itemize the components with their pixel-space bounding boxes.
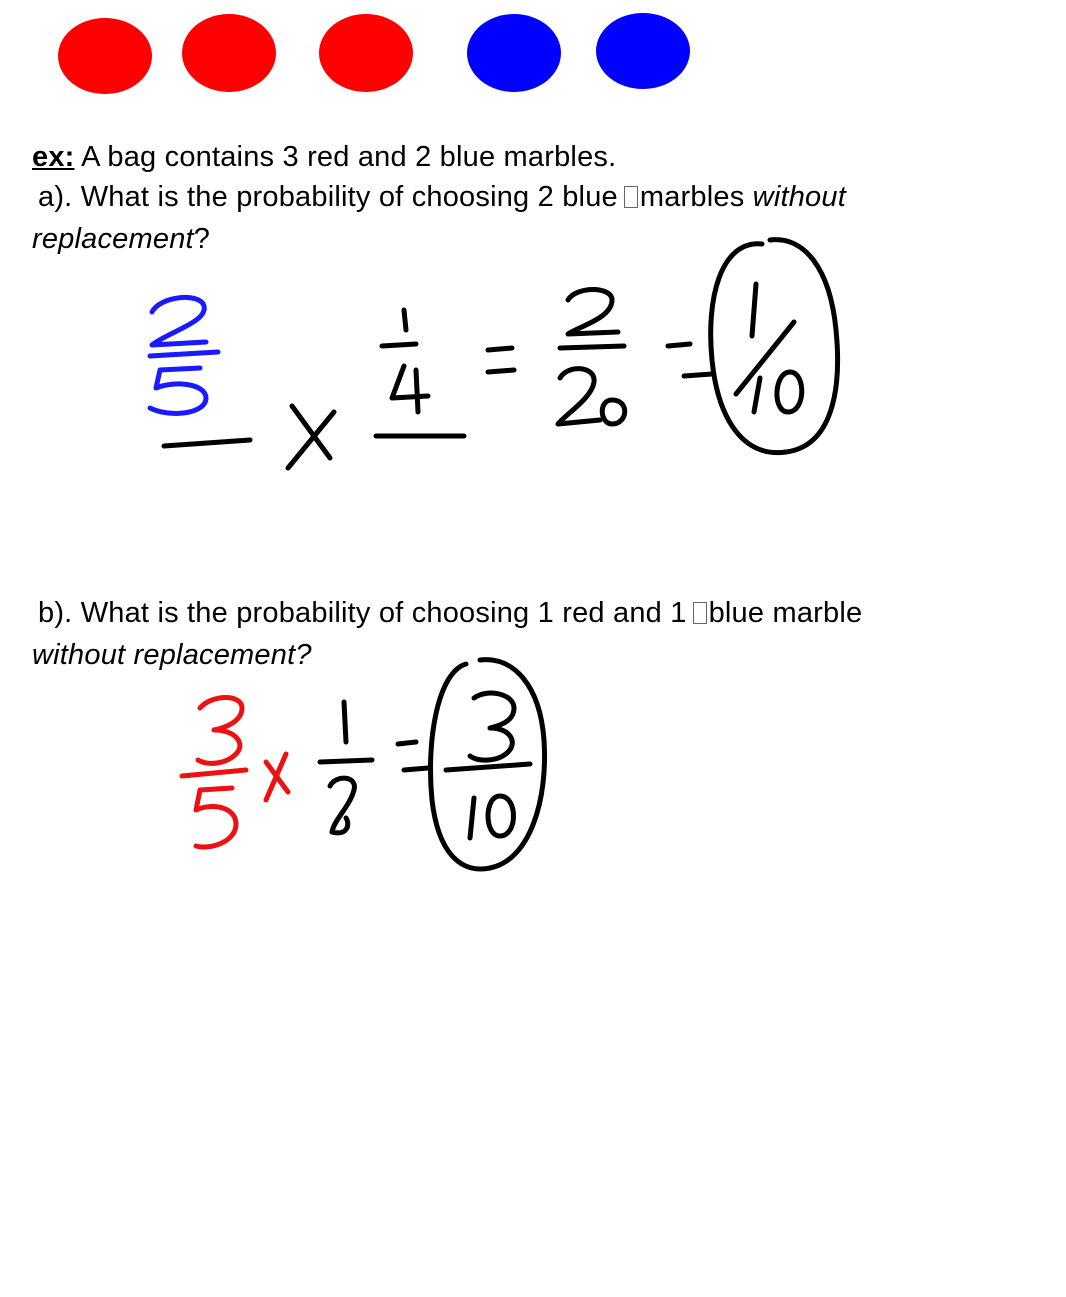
- question-b-line2-italic: without replacement?: [32, 639, 312, 671]
- part-a-fraction-2-5: [150, 297, 218, 413]
- example-text: A bag contains 3 red and 2 blue marbles.: [74, 141, 617, 173]
- question-b-middle: blue marble: [708, 597, 863, 629]
- part-a-fraction-1-4: [376, 310, 464, 436]
- part-b-multiply: [266, 754, 288, 800]
- part-b-answer-circled: [430, 660, 544, 869]
- part-b-work: [182, 660, 545, 869]
- question-b-prefix: b). What is the probability of choosing 1 red and 1: [38, 597, 687, 629]
- question-a-line2-end: ?: [193, 223, 211, 255]
- part-b-fraction-3-5: [182, 698, 246, 848]
- part-a-equals-2: [668, 344, 712, 376]
- example-label: ex:: [32, 141, 75, 173]
- part-b-equals: [398, 742, 428, 770]
- question-a-italic: without: [752, 181, 846, 213]
- part-a-equals: [488, 348, 514, 372]
- part-a-answer-circled: [711, 240, 838, 453]
- question-a-line2-italic: replacement: [32, 223, 194, 255]
- part-b-fraction-1-2: [320, 702, 372, 833]
- part-a-fraction-2-20: [558, 290, 625, 425]
- part-a-work: [150, 240, 838, 468]
- question-a-middle: marbles: [639, 181, 753, 213]
- part-a-multiply: [164, 406, 334, 468]
- question-a-prefix: a). What is the probability of choosing 2 blue: [38, 181, 618, 213]
